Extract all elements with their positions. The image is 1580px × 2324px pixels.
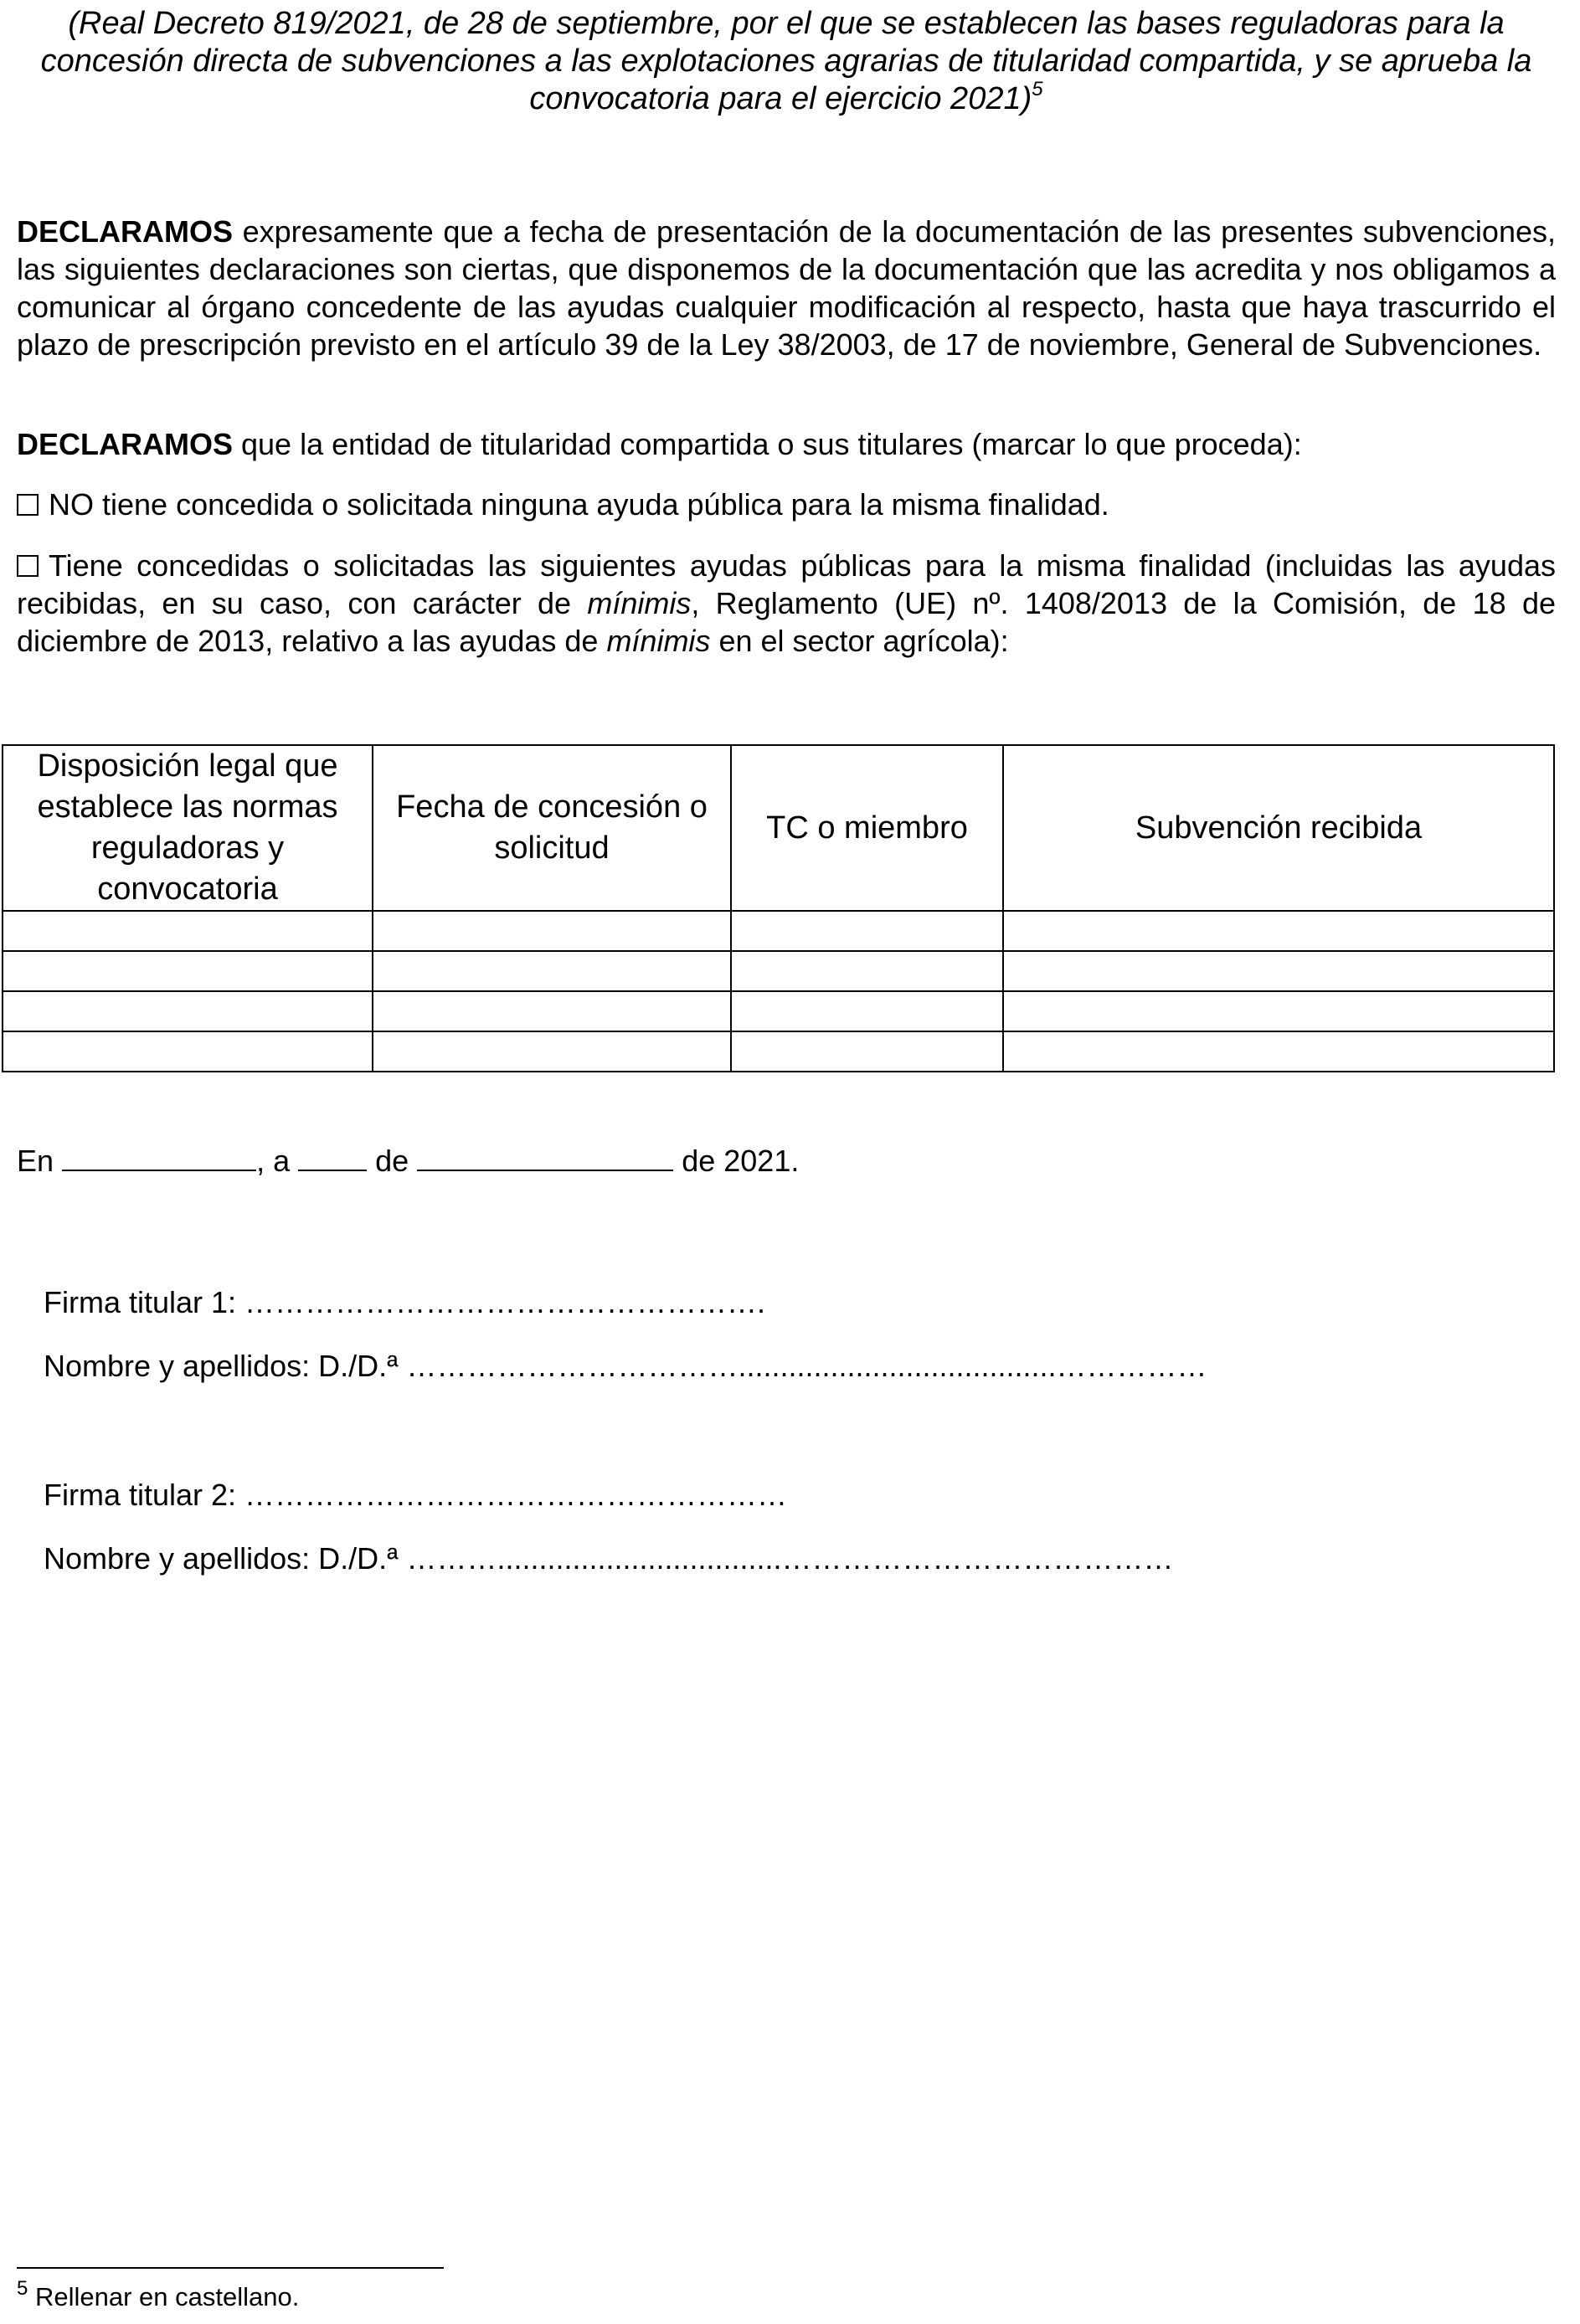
option-has-aid-text-2: , Reglamento (UE) nº. 1408/2013 de la Comisión, de 18 de diciembre de 2013, relativo a las ayudas de xyxy=(17,586,1556,658)
signature-2-line[interactable]: Firma titular 2: ……………………………………………… xyxy=(44,1478,788,1512)
footnote xyxy=(17,2276,300,2314)
year-text: de 2021. xyxy=(682,1144,800,1178)
table-cell[interactable] xyxy=(1003,911,1554,951)
heading-text: (Real Decreto 819/2021, de 28 de septiembre, por el que se establecen las bases reguladoras para la concesión directa de subvenciones a las explotaciones agrarias de titularidad compartida, y se aprueba la convocatoria para el ejercicio 2021) xyxy=(40,6,1532,116)
table-cell[interactable] xyxy=(731,911,1003,951)
declaration-paragraph-2 xyxy=(17,425,1556,463)
footnote-separator xyxy=(17,2267,444,2269)
option-has-aid xyxy=(17,547,1556,660)
table-cell[interactable] xyxy=(3,951,373,991)
option-has-aid-text-3: en el sector agrícola): xyxy=(710,624,1009,658)
month-label: de xyxy=(375,1144,409,1178)
header-tc-member: TC o miembro xyxy=(731,745,1003,911)
name-2-line[interactable]: Nombre y apellidos: D./D.ª ………..................................………………………………… xyxy=(44,1541,1174,1576)
aid-table xyxy=(2,744,1555,1072)
header-subsidy-received: Subvención recibida xyxy=(1003,745,1554,911)
table-cell[interactable] xyxy=(3,991,373,1031)
place-blank[interactable] xyxy=(62,1141,256,1171)
table-cell[interactable] xyxy=(3,911,373,951)
day-blank[interactable] xyxy=(298,1141,367,1171)
table-cell[interactable] xyxy=(1003,1031,1554,1072)
table-cell[interactable] xyxy=(373,1031,731,1072)
table-row xyxy=(3,991,1554,1031)
place-date-line xyxy=(17,1141,799,1180)
option-no-aid xyxy=(17,486,1556,523)
header-legal-provision: Disposición legal que establece las normas reguladoras y convocatoria xyxy=(3,745,373,911)
option-has-aid-italic-1: mínimis xyxy=(587,586,692,620)
declaration-2-text: que la entidad de titularidad compartida o sus titulares (marcar lo que proceda): xyxy=(233,427,1302,461)
document-heading xyxy=(17,5,1556,118)
table-cell[interactable] xyxy=(731,1031,1003,1072)
table-cell[interactable] xyxy=(373,911,731,951)
footnote-number: 5 xyxy=(17,2276,28,2300)
option-no-aid-text: NO tiene concedida o solicitada ninguna ayuda pública para la misma finalidad. xyxy=(49,487,1109,522)
table-cell[interactable] xyxy=(1003,951,1554,991)
footnote-text: Rellenar en castellano. xyxy=(28,2282,300,2311)
signature-1-line[interactable]: Firma titular 1: ……………………………………………. xyxy=(44,1285,766,1319)
table-row xyxy=(3,1031,1554,1072)
table-cell[interactable] xyxy=(731,951,1003,991)
table-row xyxy=(3,911,1554,951)
table-row xyxy=(3,951,1554,991)
table-cell[interactable] xyxy=(373,951,731,991)
option-has-aid-text-1: Tiene concedidas o solicitadas las siguientes ayudas públicas para la misma finalidad (incluidas las ayudas recibidas, en su caso, con carácter de xyxy=(17,548,1556,620)
checkbox-no-aid[interactable] xyxy=(17,494,39,516)
table-cell[interactable] xyxy=(731,991,1003,1031)
option-has-aid-italic-2: mínimis xyxy=(606,624,711,658)
checkbox-has-aid[interactable] xyxy=(17,555,39,577)
aid-table-header-row xyxy=(3,745,1554,911)
name-1-line[interactable]: Nombre y apellidos: D./D.ª ……………………………......................................…………… xyxy=(44,1349,1207,1383)
place-label: En xyxy=(17,1144,54,1178)
header-grant-date: Fecha de concesión o solicitud xyxy=(373,745,731,911)
declaration-1-lead: DECLARAMOS xyxy=(17,214,233,249)
declaration-paragraph-1 xyxy=(17,213,1556,363)
table-cell[interactable] xyxy=(1003,991,1554,1031)
day-label: , a xyxy=(256,1144,291,1178)
heading-footnote-ref: 5 xyxy=(1032,78,1043,101)
declaration-1-text: expresamente que a fecha de presentación de la documentación de las presentes subvenciones, las siguientes declaraciones son ciertas, que disponemos de la documentación que las acredita y nos obligamos a comunicar al órgano concedente de las ayudas cualquier modificación al respecto, hasta que haya trascurrido el plazo de prescripción previsto en el artículo 39 de la Ley 38/2003, de 17 de noviembre, General de Subvenciones. xyxy=(17,214,1556,362)
table-cell[interactable] xyxy=(373,991,731,1031)
month-blank[interactable] xyxy=(417,1141,673,1171)
table-cell[interactable] xyxy=(3,1031,373,1072)
declaration-2-lead: DECLARAMOS xyxy=(17,427,233,461)
